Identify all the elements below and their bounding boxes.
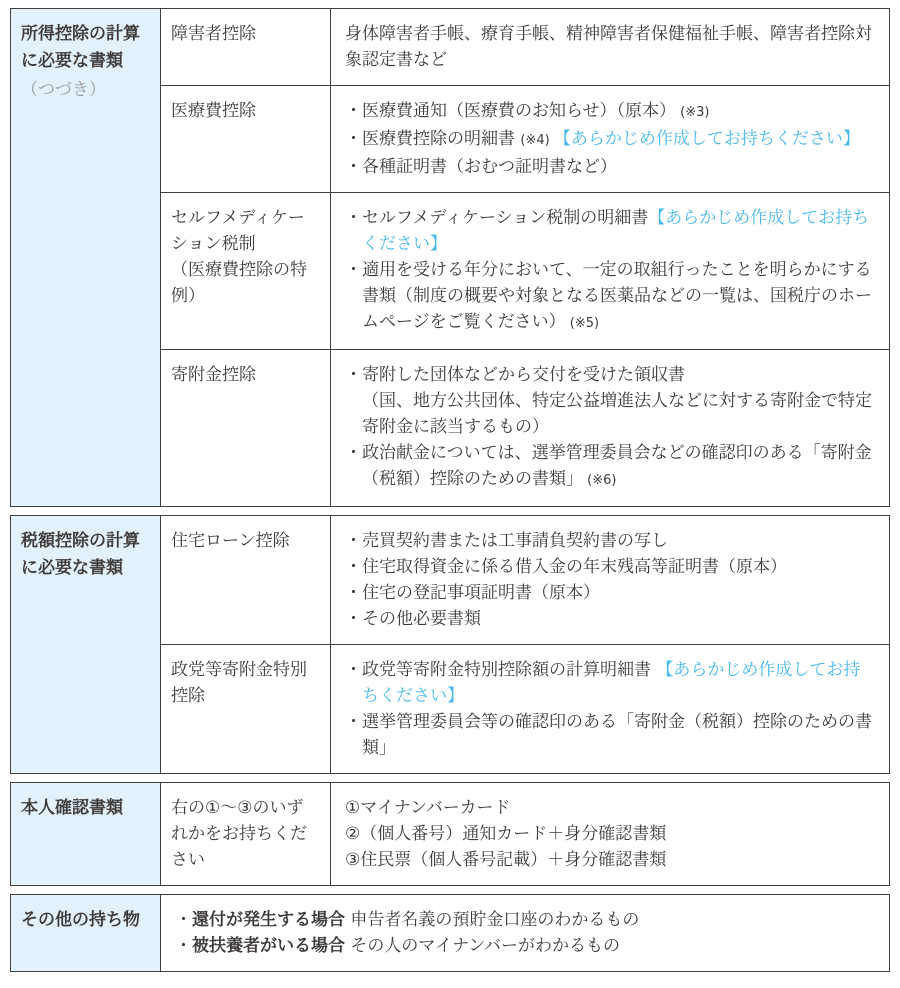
document-text: 政治献金については、選挙管理委員会などの確認印のある「寄附金（税額）控除のための書類」 bbox=[362, 443, 872, 489]
deduction-type-label: 医療費控除 bbox=[171, 101, 256, 121]
document-item bbox=[345, 821, 875, 847]
row-group-title: 税額控除の計算に必要な書類 bbox=[21, 531, 140, 578]
table-group bbox=[10, 515, 890, 774]
document-text: 医療費控除の明細書 bbox=[362, 129, 521, 149]
deduction-type-note: （医療費控除の特例） bbox=[171, 260, 307, 306]
deduction-type-cell bbox=[161, 193, 331, 349]
document-text: 選挙管理委員会等の確認印のある「寄附金（税額）控除のための書類」 bbox=[362, 712, 872, 758]
document-item bbox=[345, 847, 875, 873]
document-table bbox=[10, 8, 890, 972]
document-text: 被扶養者がいる場合 bbox=[192, 936, 345, 956]
document-text: ②（個人番号）通知カード＋身分確認書類 bbox=[345, 824, 667, 844]
document-item: ・被扶養者がいる場合 その人のマイナンバーがわかるもの bbox=[175, 936, 621, 956]
document-item: ・住宅の登記事項証明書（原本） bbox=[345, 583, 600, 603]
document-item: ・選挙管理委員会等の確認印のある「寄附金（税額）控除のための書類」 bbox=[345, 712, 872, 758]
row-group-rows bbox=[161, 9, 889, 506]
document-item: ・還付が発生する場合 申告者名義の預貯金口座のわかるもの bbox=[175, 910, 640, 930]
table-row bbox=[161, 783, 889, 885]
table-row bbox=[161, 516, 889, 645]
document-text: その人のマイナンバーがわかるもの bbox=[345, 936, 621, 956]
document-item: ・各種証明書（おむつ証明書など） bbox=[345, 157, 617, 177]
document-item: ・売買契約書または工事請負契約書の写し bbox=[345, 531, 668, 551]
required-documents-cell bbox=[331, 193, 889, 349]
document-text: 住宅の登記事項証明書（原本） bbox=[362, 583, 600, 603]
row-group-subtitle: （つづき） bbox=[21, 80, 106, 100]
document-text: その他必要書類 bbox=[362, 609, 481, 629]
deduction-type-cell bbox=[161, 9, 331, 85]
document-text: 政党等寄附金特別控除額の計算明細書 bbox=[362, 660, 657, 680]
table-row bbox=[161, 645, 889, 773]
deduction-type-cell bbox=[161, 645, 331, 773]
document-item: ・適用を受ける年分において、一定の取組行ったことを明らかにする書類（制度の概要や対象となる医薬品などの一覧は、国税庁のホームページをご覧ください） (※5) bbox=[345, 260, 872, 332]
document-text: 身体障害者手帳、療育手帳、精神障害者保健福祉手帳、障害者控除対象認定書など bbox=[345, 24, 872, 70]
document-item: ・その他必要書類 bbox=[345, 609, 481, 629]
document-text: 寄附した団体などから交付を受けた領収書 （国、地方公共団体、特定公益増進法人などに対する寄附金で特定寄附金に該当するもの） bbox=[362, 365, 872, 437]
document-item: ・セルフメディケーション税制の明細書【あらかじめ作成してお持ちください】 bbox=[345, 208, 870, 254]
required-documents-cell bbox=[331, 86, 889, 192]
required-documents-cell bbox=[331, 516, 889, 644]
row-group-rows bbox=[161, 895, 889, 971]
document-text: 還付が発生する場合 bbox=[192, 910, 345, 930]
table-group bbox=[10, 8, 890, 507]
document-text: 住宅取得資金に係る借入金の年末残高等証明書（原本） bbox=[362, 557, 787, 577]
required-documents-cell bbox=[161, 895, 889, 971]
deduction-type-label: 住宅ローン控除 bbox=[171, 531, 290, 551]
document-text: ①マイナンバーカード bbox=[345, 798, 511, 818]
row-group-rows bbox=[161, 783, 889, 885]
deduction-type-label: 障害者控除 bbox=[171, 24, 256, 44]
document-item: ・寄附した団体などから交付を受けた領収書 （国、地方公共団体、特定公益増進法人などに対する寄附金で特定寄附金に該当するもの） bbox=[345, 365, 872, 437]
table-row bbox=[161, 895, 889, 971]
row-group-header bbox=[11, 783, 161, 885]
document-item bbox=[345, 21, 875, 73]
row-group-title: 所得控除の計算に必要な書類 bbox=[21, 24, 140, 71]
deduction-type-cell bbox=[161, 86, 331, 192]
row-group-rows bbox=[161, 516, 889, 773]
required-documents-cell bbox=[331, 645, 889, 773]
deduction-type-cell bbox=[161, 350, 331, 506]
deduction-type-cell bbox=[161, 516, 331, 644]
document-text: 適用を受ける年分において、一定の取組行ったことを明らかにする書類（制度の概要や対象となる医薬品などの一覧は、国税庁のホームページをご覧ください） bbox=[362, 260, 872, 332]
document-item: ・政党等寄附金特別控除額の計算明細書 【あらかじめ作成してお持ちください】 bbox=[345, 660, 861, 706]
row-group-header bbox=[11, 516, 161, 773]
deduction-type-label: 右の①～③のいずれかをお持ちください bbox=[171, 798, 307, 870]
document-text: (※4) bbox=[520, 133, 554, 148]
highlight-text: 【あらかじめ作成してお持ちください】 bbox=[362, 208, 870, 254]
required-documents-cell bbox=[331, 783, 889, 885]
required-documents-cell bbox=[331, 9, 889, 85]
document-item bbox=[345, 795, 875, 821]
row-group-header bbox=[11, 9, 161, 506]
table-row bbox=[161, 86, 889, 193]
document-text: (※3) bbox=[676, 105, 710, 120]
document-text: 申告者名義の預貯金口座のわかるもの bbox=[345, 910, 640, 930]
row-group-header bbox=[11, 895, 161, 971]
row-group-title: 本人確認書類 bbox=[21, 798, 123, 818]
document-text: (※6) bbox=[583, 473, 617, 488]
document-item: ・医療費通知（医療費のお知らせ）（原本） (※3) bbox=[345, 101, 710, 121]
deduction-type-cell bbox=[161, 783, 331, 885]
table-row bbox=[161, 9, 889, 86]
table-group bbox=[10, 894, 890, 972]
document-text: 各種証明書（おむつ証明書など） bbox=[362, 157, 617, 177]
document-text: (※5) bbox=[565, 316, 600, 331]
table-row bbox=[161, 193, 889, 350]
document-item: ・住宅取得資金に係る借入金の年末残高等証明書（原本） bbox=[345, 557, 787, 577]
required-documents-cell bbox=[331, 350, 889, 506]
deduction-type-label: 寄附金控除 bbox=[171, 365, 256, 385]
document-text: 売買契約書または工事請負契約書の写し bbox=[362, 531, 668, 551]
document-text: ③住民票（個人番号記載）＋身分確認書類 bbox=[345, 850, 667, 870]
document-item: ・医療費控除の明細書 (※4) 【あらかじめ作成してお持ちください】 bbox=[345, 129, 860, 149]
highlight-text: 【あらかじめ作成してお持ちください】 bbox=[553, 129, 860, 149]
table-group bbox=[10, 782, 890, 886]
document-item: ・政治献金については、選挙管理委員会などの確認印のある「寄附金（税額）控除のための書類」 (※6) bbox=[345, 443, 872, 489]
row-group-title: その他の持ち物 bbox=[21, 910, 140, 930]
deduction-type-label: 政党等寄附金特別控除 bbox=[171, 660, 307, 706]
document-text: セルフメディケーション税制の明細書 bbox=[362, 208, 649, 228]
document-text: 医療費通知（医療費のお知らせ）（原本） bbox=[362, 101, 676, 121]
deduction-type-label: セルフメディケーション税制 bbox=[171, 208, 305, 254]
highlight-text: 【あらかじめ作成してお持ちください】 bbox=[362, 660, 861, 706]
table-row bbox=[161, 350, 889, 506]
